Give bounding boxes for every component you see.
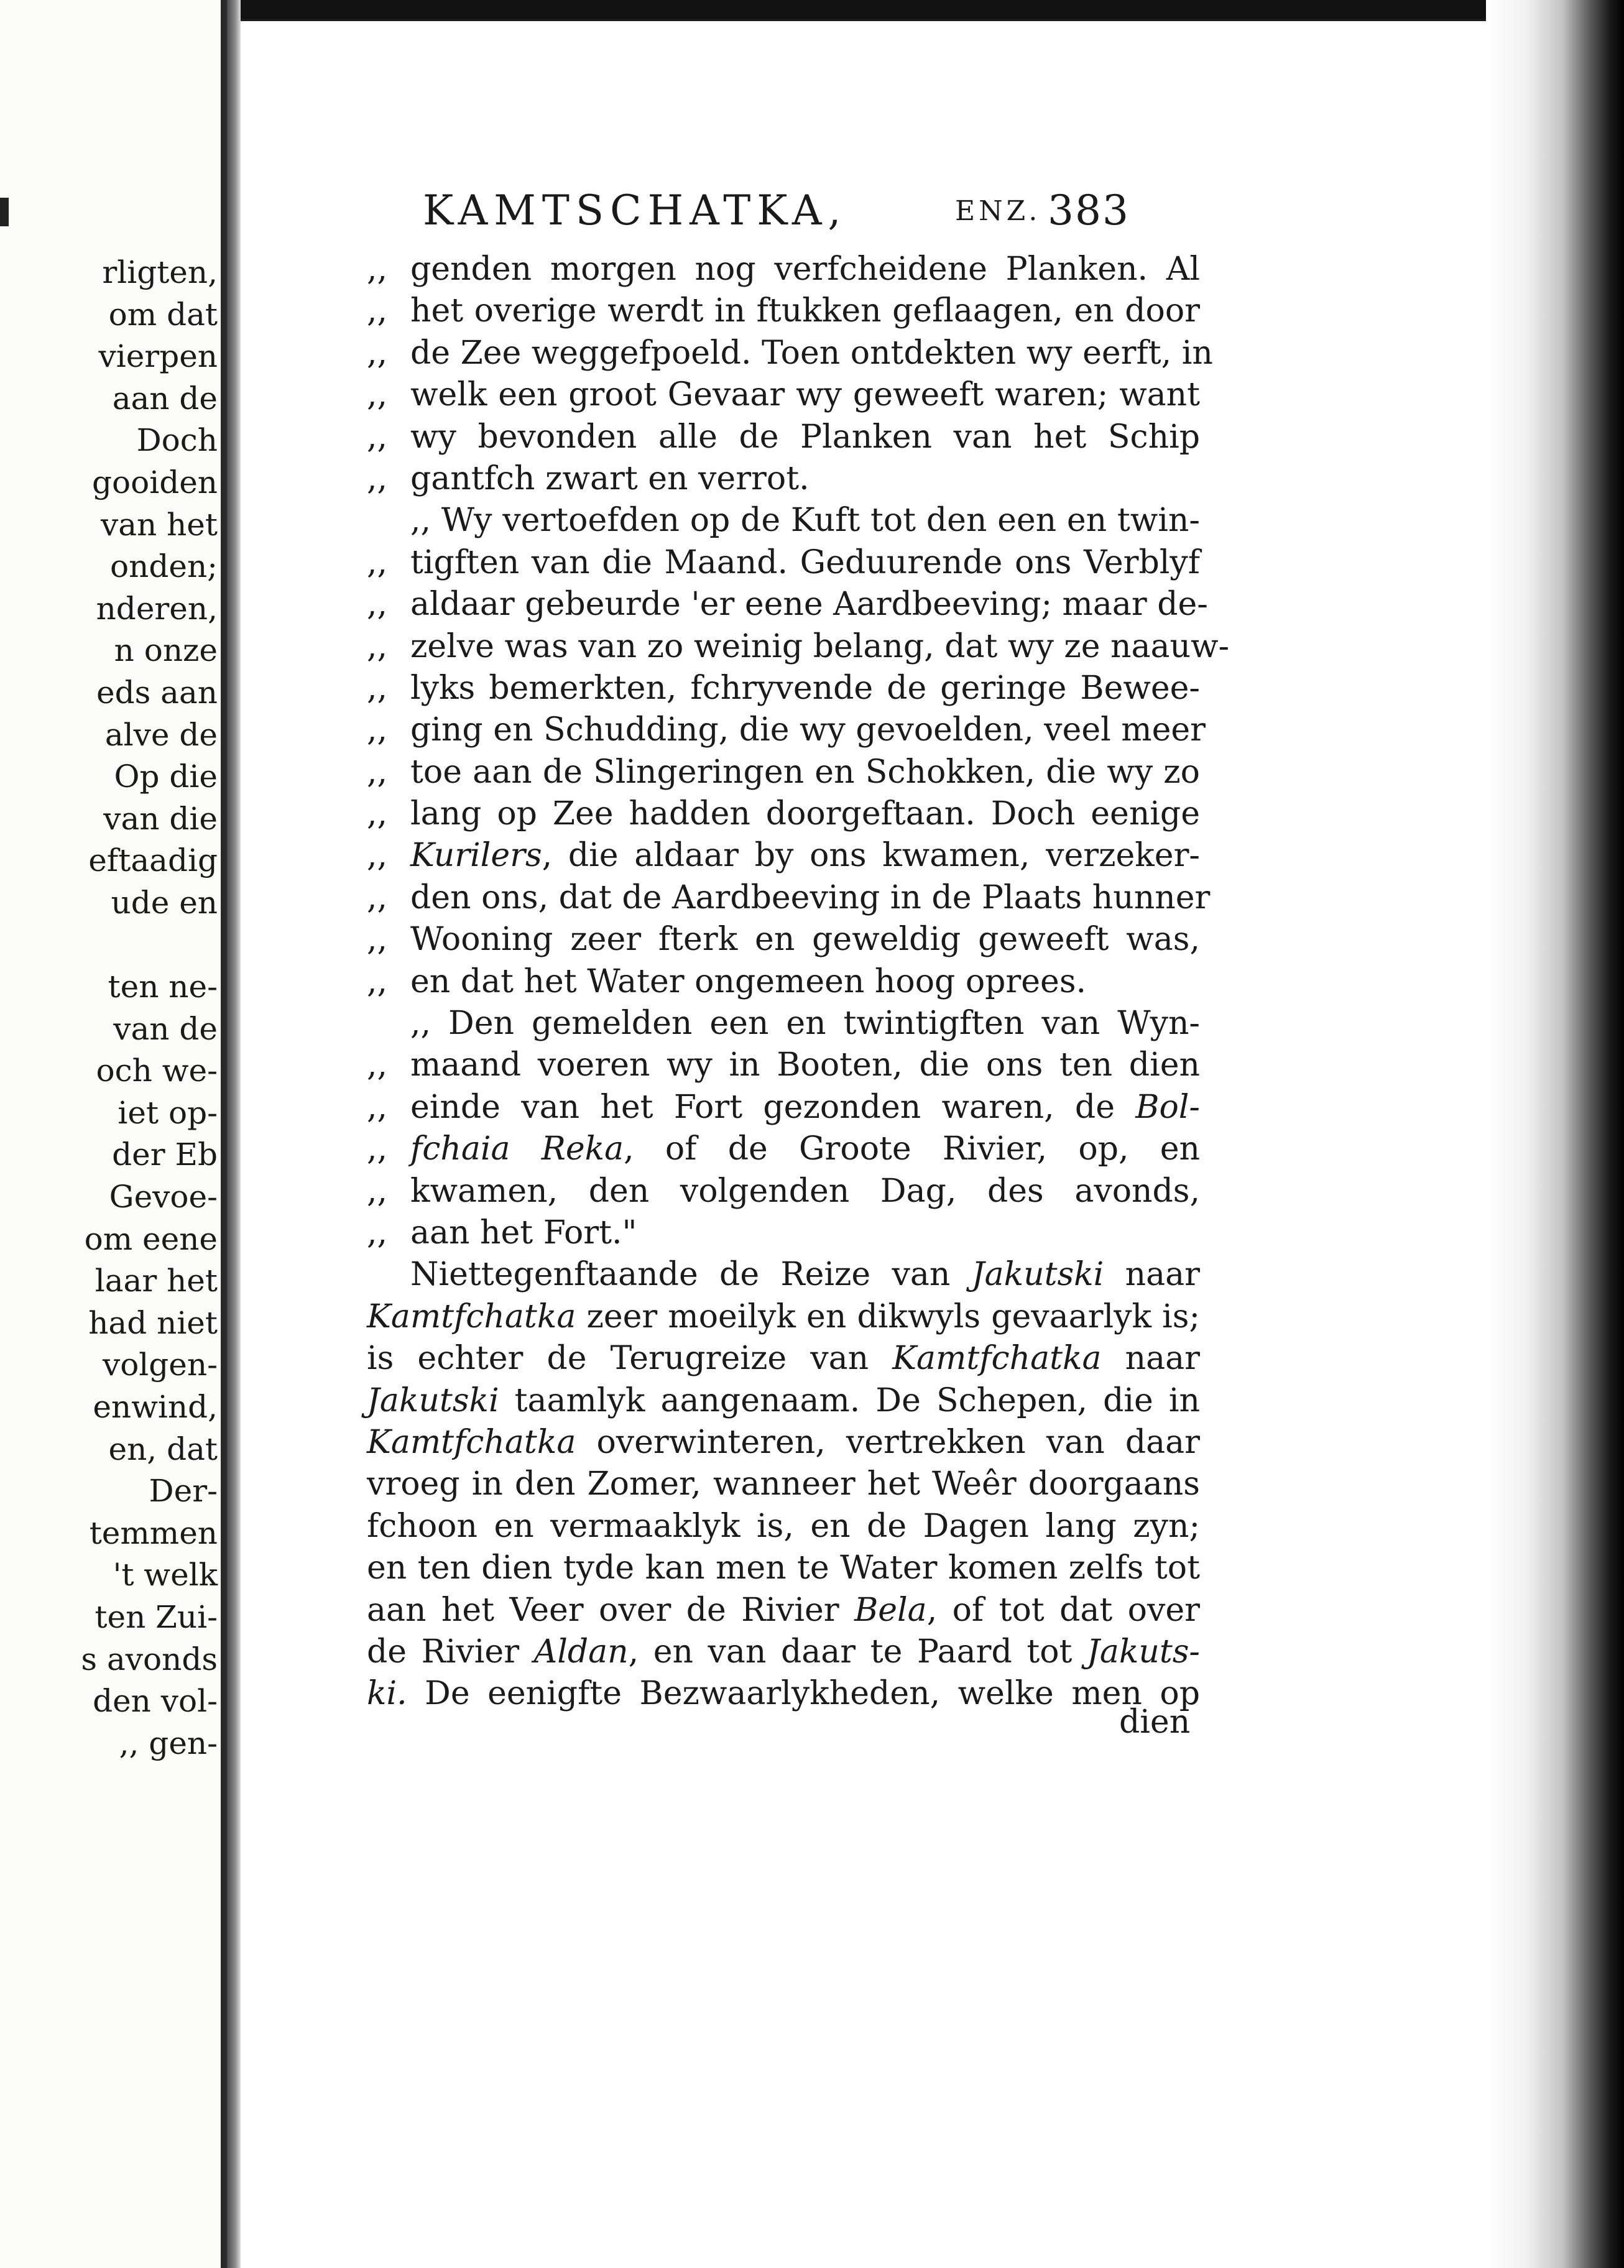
text-line: [367, 417, 1200, 458]
text-line: [367, 1044, 1200, 1086]
text-line: [367, 374, 1200, 416]
text-line: [367, 1296, 1200, 1338]
text-line: [367, 961, 1200, 1003]
line-text: Wooning zeer fterk en geweldig geweeft was,: [410, 921, 1200, 959]
quote-mark: ,,: [367, 586, 388, 624]
text-line: [367, 500, 1200, 542]
text-line: [367, 1464, 1200, 1505]
line-text: het overige werdt in ftukken geflaagen, en door: [410, 292, 1200, 330]
line-text: gantfch zwart en verrot.: [410, 459, 810, 497]
quote-mark: ,,: [367, 292, 388, 330]
text-line: [367, 458, 1200, 500]
quote-mark: ,,: [367, 753, 388, 791]
quote-mark: ,,: [367, 962, 388, 1000]
text-line: [367, 1171, 1200, 1212]
text-line: [367, 1422, 1200, 1464]
text-line: [367, 1087, 1200, 1128]
text-line: [367, 1212, 1200, 1254]
text-line: [367, 249, 1200, 290]
line-text: en ten dien tyde kan men te Water komen zelfs tot: [367, 1549, 1200, 1587]
line-text: aldaar gebeurde 'er eene Aardbeeving; maar de-: [410, 586, 1208, 624]
text-line: [367, 835, 1200, 877]
text-line: [367, 626, 1230, 668]
quote-mark: ,,: [367, 921, 388, 959]
quote-mark: ,,: [367, 459, 388, 497]
line-text: fchaia Reka, of de Groote Rivier, op, en: [410, 1130, 1201, 1168]
quote-mark: ,,: [367, 837, 388, 875]
quote-mark: ,,: [367, 711, 388, 749]
text-line: [367, 1506, 1200, 1547]
line-text: zelve was van zo weinig belang, dat wy ze naauw-: [410, 627, 1230, 665]
line-text: ki. De eenigfte Bezwaarlykheden, welke men op: [367, 1675, 1200, 1713]
text-line: [367, 1673, 1200, 1715]
line-text: Niettegenftaande de Reize van Jakutski naar: [410, 1256, 1200, 1294]
catchword: dien: [1119, 1703, 1191, 1741]
line-text: Kurilers, die aldaar by ons kwamen, verzeker-: [410, 837, 1200, 875]
text-line: [367, 333, 1213, 374]
text-line: [367, 1338, 1200, 1380]
line-text: lyks bemerkten, fchryvende de geringe Bewee-: [410, 669, 1200, 707]
text-line: [367, 1003, 1200, 1044]
line-text: aan het Veer over de Rivier Bela, of tot dat over: [367, 1591, 1200, 1629]
line-text: ging en Schudding, die wy gevoelden, veel meer: [410, 711, 1206, 749]
line-text: einde van het Fort gezonden waren, de Bol-: [410, 1088, 1200, 1126]
line-text: den ons, dat de Aardbeeving in de Plaats hunner: [410, 878, 1211, 916]
book-gutter: [227, 0, 241, 2268]
text-line: [367, 877, 1211, 919]
quote-mark: ,,: [367, 878, 388, 916]
left-page-text: rligten, om dat vierpen aan de Doch gooiden van het onden; nderen, n onze eds aan alve de Op die van die eftaadig ude en ten ne- van de och we- iet op- der Eb Gevoe- om eene laar het had niet volgen- enwind, en, dat Der- temmen 't welk ten Zui- s avonds den vol- ,, gen-: [81, 254, 218, 1761]
body-text: [367, 249, 1230, 1715]
text-line: [367, 584, 1208, 625]
quote-mark: ,,: [367, 669, 388, 707]
quote-mark: ,,: [367, 795, 388, 833]
line-text: fchoon en vermaaklyk is, en de Dagen lang zyn;: [367, 1507, 1200, 1545]
text-line: [367, 1254, 1200, 1296]
line-text: welk een groot Gevaar wy geweeft waren; want: [410, 376, 1200, 414]
running-title-abbrev: ENZ.: [955, 195, 1041, 227]
quote-mark: ,,: [367, 418, 388, 456]
line-text: ,, Den gemelden een en twintigften van Wyn-: [410, 1005, 1200, 1043]
line-text: genden morgen nog verfcheidene Planken. Al: [410, 251, 1200, 288]
text-line: [367, 1631, 1200, 1673]
left-page-fragment: [0, 0, 227, 2268]
page-number: 383: [1048, 187, 1130, 234]
scan-top-edge: [0, 0, 1624, 19]
line-text: wy bevonden alle de Planken van het Schip: [410, 418, 1200, 456]
text-line: [367, 919, 1200, 961]
quote-mark: ,,: [367, 627, 388, 665]
line-text: vroeg in den Zomer, wanneer het Weêr doorgaans: [367, 1465, 1200, 1503]
quote-mark: ,,: [367, 1214, 388, 1252]
line-text: is echter de Terugreize van Kamtfchatka naar: [367, 1340, 1200, 1378]
line-text: tigften van die Maand. Geduurende ons Verblyf: [410, 543, 1200, 581]
line-text: Kamtfchatka zeer moeilyk en dikwyls gevaarlyk is;: [367, 1298, 1200, 1335]
text-line: [367, 542, 1200, 584]
quote-mark: ,,: [367, 1088, 388, 1126]
line-text: ,, Wy vertoefden op de Kuft tot den een en twin-: [410, 502, 1200, 540]
quote-mark: ,,: [367, 1172, 388, 1210]
text-line: [367, 668, 1200, 709]
line-text: aan het Fort.": [410, 1214, 637, 1252]
running-header: [423, 187, 1169, 236]
quote-mark: ,,: [367, 251, 388, 288]
line-text: lang op Zee hadden doorgeftaan. Doch eenige: [410, 795, 1200, 833]
text-line: [367, 793, 1200, 835]
text-line: [367, 290, 1200, 332]
quote-mark: ,,: [367, 334, 388, 372]
quote-mark: ,,: [367, 376, 388, 414]
line-text: Kamtfchatka overwinteren, vertrekken van daar: [367, 1423, 1200, 1461]
line-text: toe aan de Slingeringen en Schokken, die wy zo: [410, 753, 1200, 791]
line-text: kwamen, den volgenden Dag, des avonds,: [410, 1172, 1200, 1210]
text-line: [367, 752, 1200, 793]
line-text: Jakutski taamlyk aangenaam. De Schepen, die in: [367, 1381, 1200, 1419]
line-text: en dat het Water ongemeen hoog oprees.: [410, 962, 1087, 1000]
line-text: maand voeren wy in Booten, die ons ten dien: [410, 1046, 1200, 1084]
left-page-mark: [0, 198, 9, 226]
line-text: de Rivier Aldan, en van daar te Paard tot Jakuts-: [367, 1633, 1200, 1671]
text-line: [367, 1547, 1200, 1589]
text-line: [367, 709, 1206, 751]
quote-mark: ,,: [367, 1046, 388, 1084]
text-line: [367, 1380, 1200, 1422]
running-title: KAMTSCHATKA,: [423, 187, 847, 234]
quote-mark: ,,: [367, 1130, 388, 1168]
page-edge-shadow: [1486, 0, 1624, 2268]
text-line: [367, 1128, 1200, 1170]
text-line: [367, 1590, 1200, 1631]
line-text: de Zee weggefpoeld. Toen ontdekten wy eerft, in: [410, 334, 1213, 372]
quote-mark: ,,: [367, 543, 388, 581]
